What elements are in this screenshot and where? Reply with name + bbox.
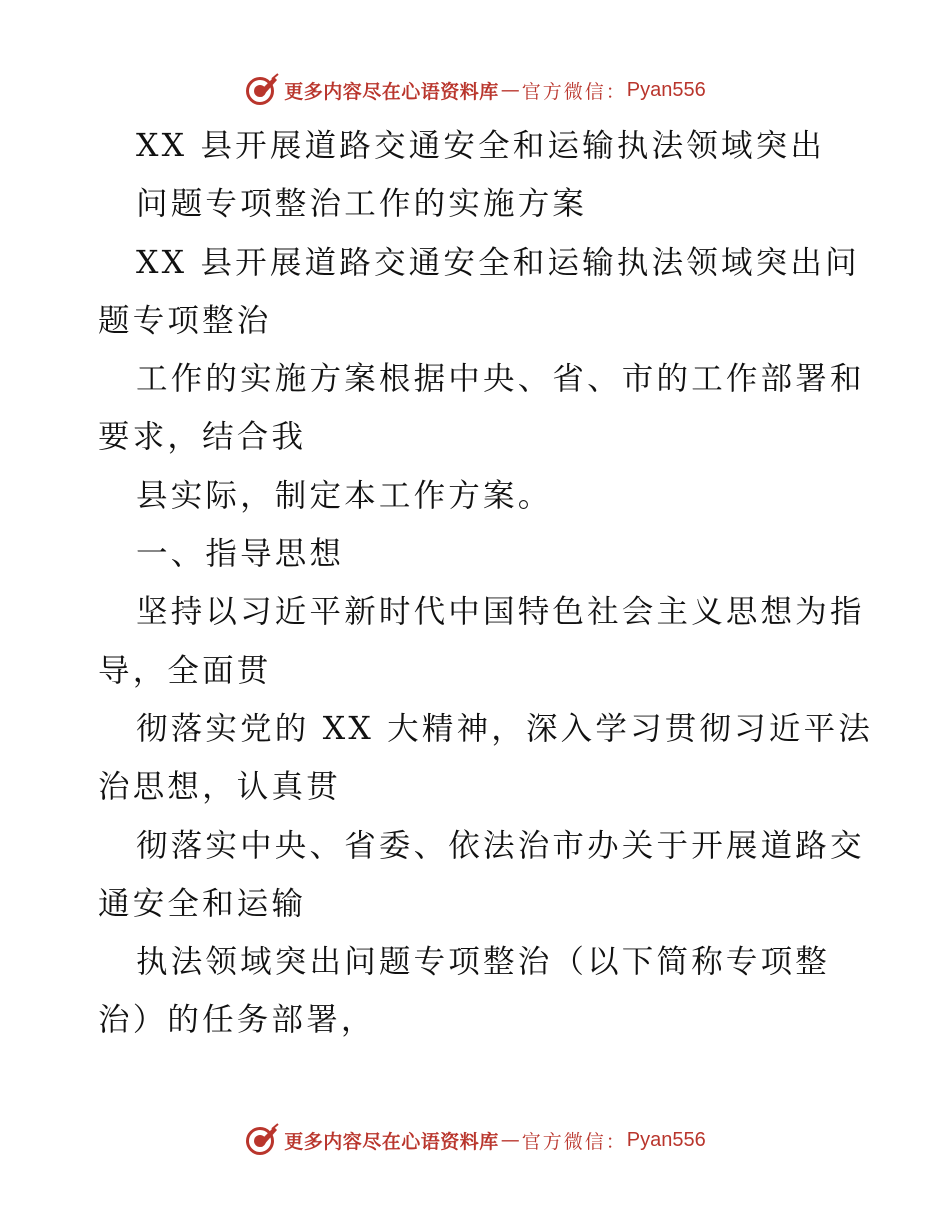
text-line: 彻落实党的 XX 大精神，深入学习贯彻习近平法 [136, 710, 873, 747]
text-line: XX 县开展道路交通安全和运输执法领域突出 [136, 128, 826, 164]
watermark-official-label: 官方微信： [521, 80, 627, 103]
text-line: 导，全面贯 [98, 652, 272, 689]
text-line: 工作的实施方案根据中央、省、市的工作部署和 [136, 361, 865, 398]
text-line: XX 县开展道路交通安全和运输执法领域突出问 [136, 244, 860, 281]
watermark-wechat-id: Pyan556 [626, 1128, 706, 1151]
header-watermark [0, 70, 950, 110]
watermark-separator: — [500, 79, 520, 101]
quill-logo-icon [244, 72, 280, 108]
document-body [98, 117, 873, 1050]
text-line: 问题专项整治工作的实施方案 [136, 186, 588, 223]
text-line: 坚持以习近平新时代中国特色社会主义思想为指 [136, 594, 865, 631]
text-line: 治）的任务部署， [98, 1002, 376, 1039]
text-line: 题专项整治 [98, 302, 272, 339]
text-line: 县实际，制定本工作方案。 [136, 477, 553, 514]
watermark-separator: — [500, 1129, 520, 1151]
watermark-wechat-id: Pyan556 [626, 78, 706, 101]
text-line: 要求，结合我 [98, 419, 307, 456]
text-line: 通安全和运输 [98, 885, 307, 922]
watermark-text: 更多内容尽在心语资料库 [284, 1130, 499, 1153]
watermark-official-label: 官方微信： [521, 1130, 627, 1153]
text-line: 彻落实中央、省委、依法治市办关于开展道路交 [136, 827, 865, 864]
footer-watermark [0, 1120, 950, 1160]
text-line: 执法领域突出问题专项整治（以下简称专项整 [136, 944, 831, 981]
text-line: 治思想，认真贯 [98, 769, 341, 806]
section-heading: 一、指导思想 [136, 536, 345, 573]
watermark-text: 更多内容尽在心语资料库 [284, 80, 499, 103]
quill-logo-icon [244, 1122, 280, 1158]
